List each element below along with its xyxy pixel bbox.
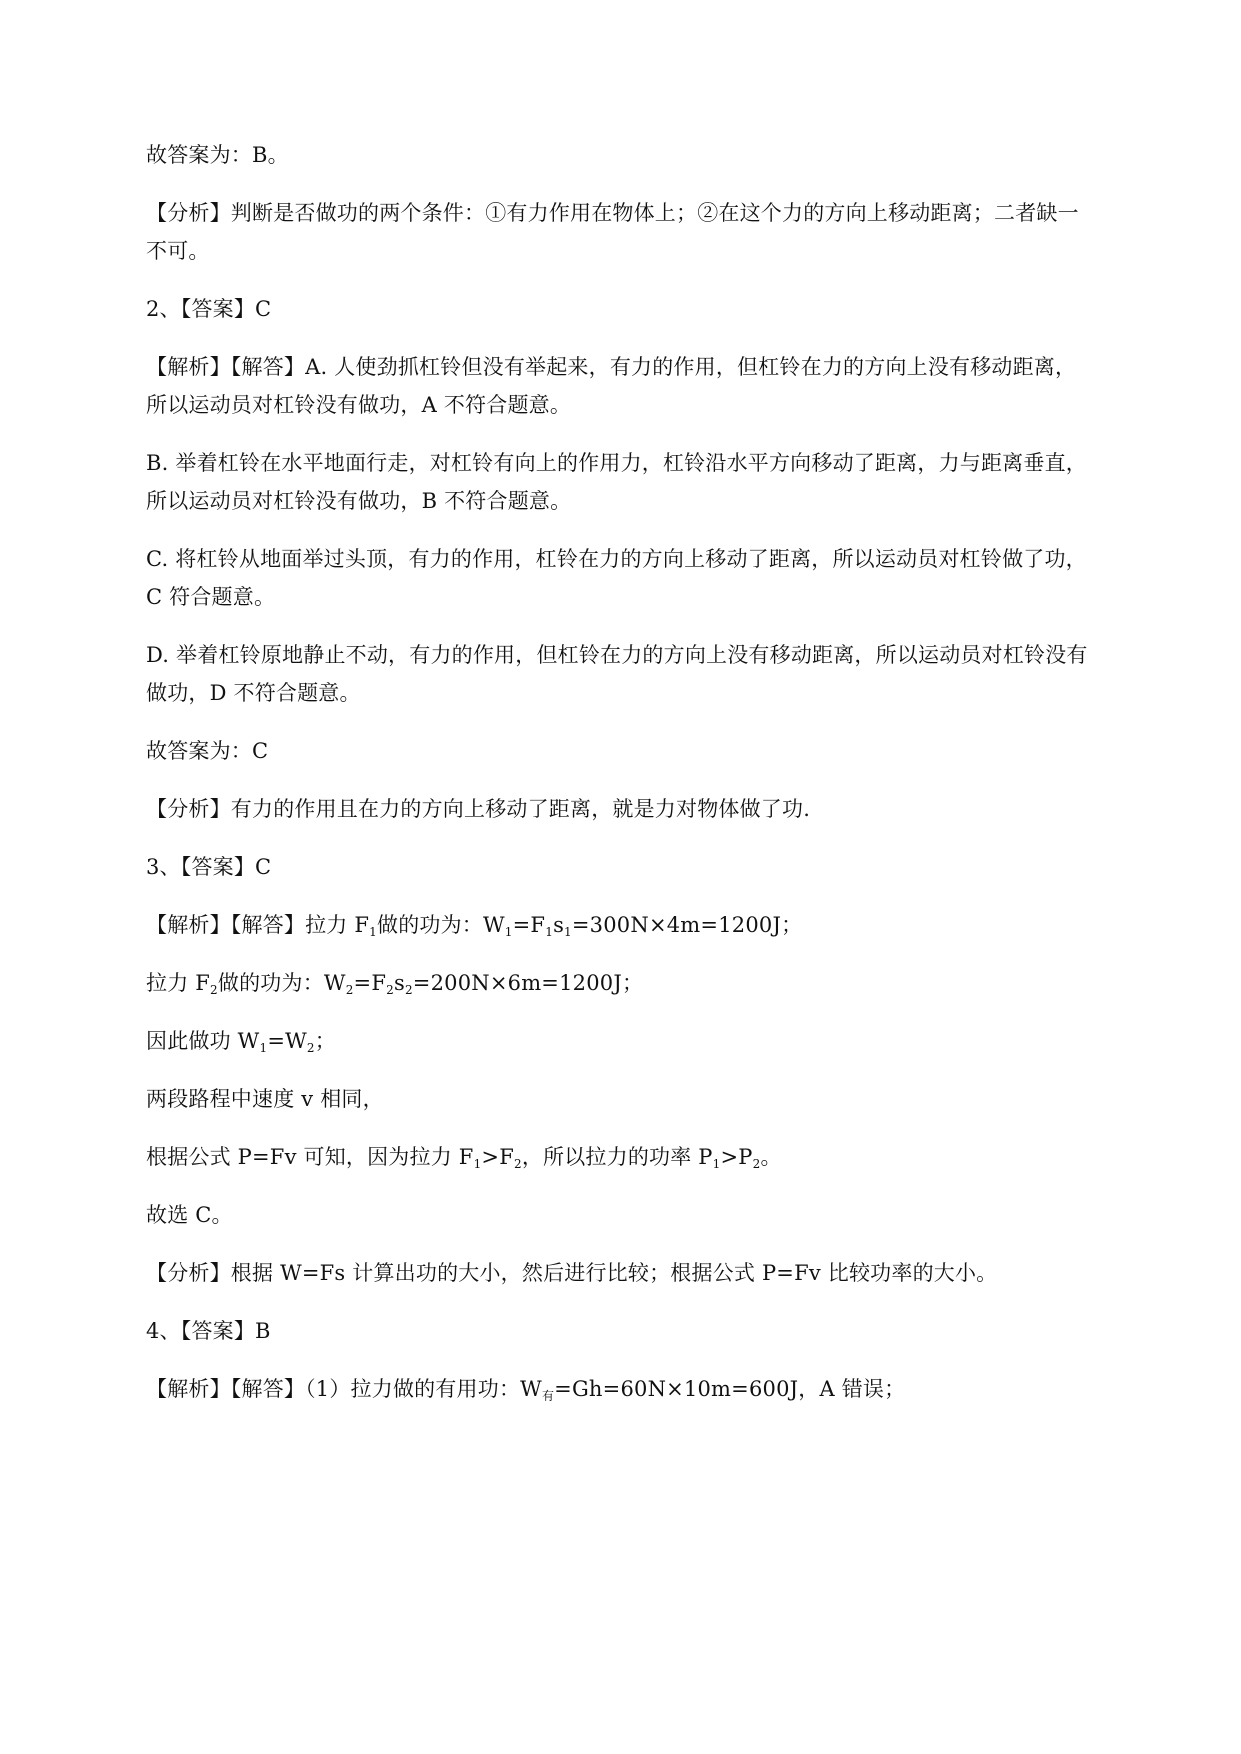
text-line: B. 举着杠铃在水平地面行走，对杠铃有向上的作用力，杠铃沿水平方向移动了距离，力与距离垂直， [146,451,1087,475]
text-line: C 符合题意。 [146,585,276,609]
text-line: C. 将杠铃从地面举过头顶，有力的作用，杠铃在力的方向上移动了距离，所以运动员对杠铃做了功， [146,547,1087,571]
text-line: 3、【答案】C [146,855,272,879]
formula-line: 根据公式 P=Fv 可知，因为拉力 $F_1>F_2$，所以拉力的功率 $P_1>P_2$。 [146,1145,782,1171]
formula-line: 因此做功 $W_1=W_2$； [146,1029,336,1055]
formula-line: 【解析】【解答】拉力 $F_1$做的功为：$W_1=F_1s_1=300N\times 4m=1200J$； [146,913,803,939]
text-line: 2、【答案】C [146,297,272,321]
text-line: 故答案为：B。 [146,143,289,167]
formula-line: 拉力 $F_2$做的功为：$W_2=F_2s_2=200N\times 6m=1200J$； [146,971,644,997]
text-line: 两段路程中速度 v 相同， [146,1087,384,1111]
text-line: 所以运动员对杠铃没有做功，A 不符合题意。 [146,393,572,417]
text-line: 【解析】【解答】A. 人使劲抓杠铃但没有举起来，有力的作用，但杠铃在力的方向上没有移动距离， [146,355,1077,379]
formula-line: 【解析】【解答】（1）拉力做的有用功：$W_有=Gh=60N\times 10m=600J$，A 错误； [146,1377,906,1403]
text-line: 【分析】有力的作用且在力的方向上移动了距离，就是力对物体做了功. [146,797,811,821]
text-line: 不可。 [146,239,210,263]
text-line: 4、【答案】B [146,1319,271,1343]
text-line: 故选 C。 [146,1203,233,1227]
text-line: 故答案为：C [146,739,269,763]
text-line: 【分析】判断是否做功的两个条件：①有力作用在物体上；②在这个力的方向上移动距离；二者缺一 [146,201,1079,225]
text-line: D. 举着杠铃原地静止不动，有力的作用，但杠铃在力的方向上没有移动距离，所以运动员对杠铃没有 [146,643,1088,667]
text-line: 所以运动员对杠铃没有做功，B 不符合题意。 [146,489,572,513]
text-line: 【分析】根据 W=Fs 计算出功的大小，然后进行比较；根据公式 P=Fv 比较功率的大小。 [146,1261,998,1285]
text-line: 做功，D 不符合题意。 [146,681,361,705]
